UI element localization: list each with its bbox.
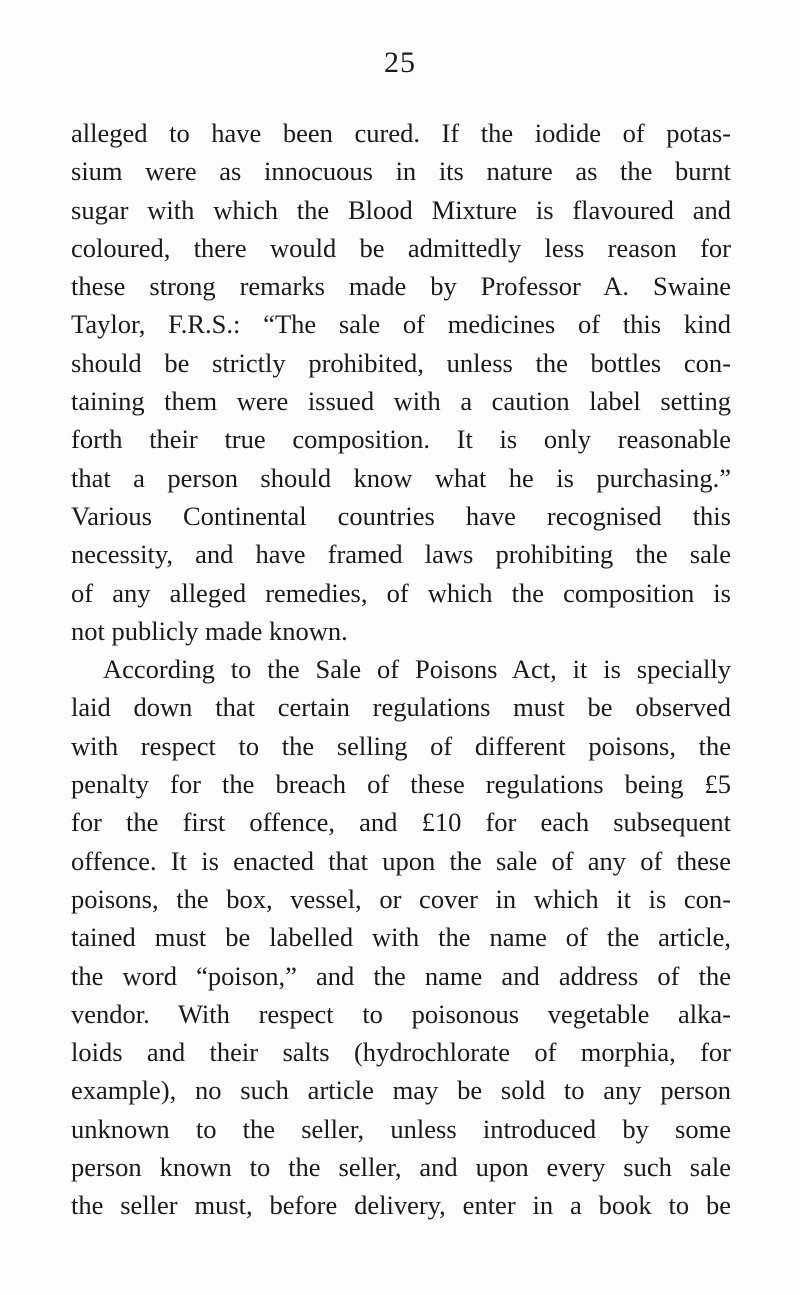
text-line: the word “poison,” and the name and address of the [71, 960, 731, 991]
text-line: for the first offence, and £10 for each subsequent [71, 807, 731, 838]
text-line: unknown to the seller, unless introduced by some [71, 1113, 731, 1144]
text-line: offence. It is enacted that upon the sale of any of these [71, 845, 731, 876]
text-line: person known to the seller, and upon every such sale [71, 1152, 731, 1183]
text-line: should be strictly prohibited, unless the bottles con- [71, 347, 731, 378]
text-line: vendor. With respect to poisonous vegetable alka- [71, 998, 731, 1029]
text-line: sium were as innocuous in its nature as the burnt [71, 156, 731, 187]
text-line: coloured, there would be admittedly less reason for [71, 232, 731, 263]
text-line: Taylor, F.R.S.: “The sale of medicines of this kind [71, 309, 731, 340]
text-line: the seller must, before delivery, enter in a book to be [71, 1190, 731, 1221]
text-line: forth their true composition. It is only reasonable [71, 424, 731, 455]
text-line: that a person should know what he is purchasing.” [71, 462, 731, 493]
page-number: 25 [384, 46, 416, 79]
text-line: tained must be labelled with the name of the article, [71, 922, 731, 953]
paragraph-start-line: According to the Sale of Poisons Act, it is specially [103, 654, 731, 685]
text-line: laid down that certain regulations must be observed [71, 692, 731, 723]
body-text [71, 114, 731, 1225]
text-line: penalty for the breach of these regulations being £5 [71, 769, 731, 800]
text-line: of any alleged remedies, of which the composition is [71, 577, 731, 608]
text-line: poisons, the box, vessel, or cover in which it is con- [71, 883, 731, 914]
text-line: taining them were issued with a caution label setting [71, 386, 731, 417]
text-line: these strong remarks made by Professor A. Swaine [71, 271, 731, 302]
text-line: Various Continental countries have recognised this [71, 500, 731, 531]
text-line: sugar with which the Blood Mixture is flavoured and [71, 194, 731, 225]
text-line: alleged to have been cured. If the iodide of potas- [71, 118, 731, 148]
text-line: example), no such article may be sold to any person [71, 1075, 731, 1106]
text-line: necessity, and have framed laws prohibiting the sale [71, 539, 731, 570]
text-line: with respect to the selling of different poisons, the [71, 730, 731, 761]
text-line: loids and their salts (hydrochlorate of morphia, for [71, 1037, 731, 1068]
paragraph-end-line: not publicly made known. [71, 615, 348, 646]
